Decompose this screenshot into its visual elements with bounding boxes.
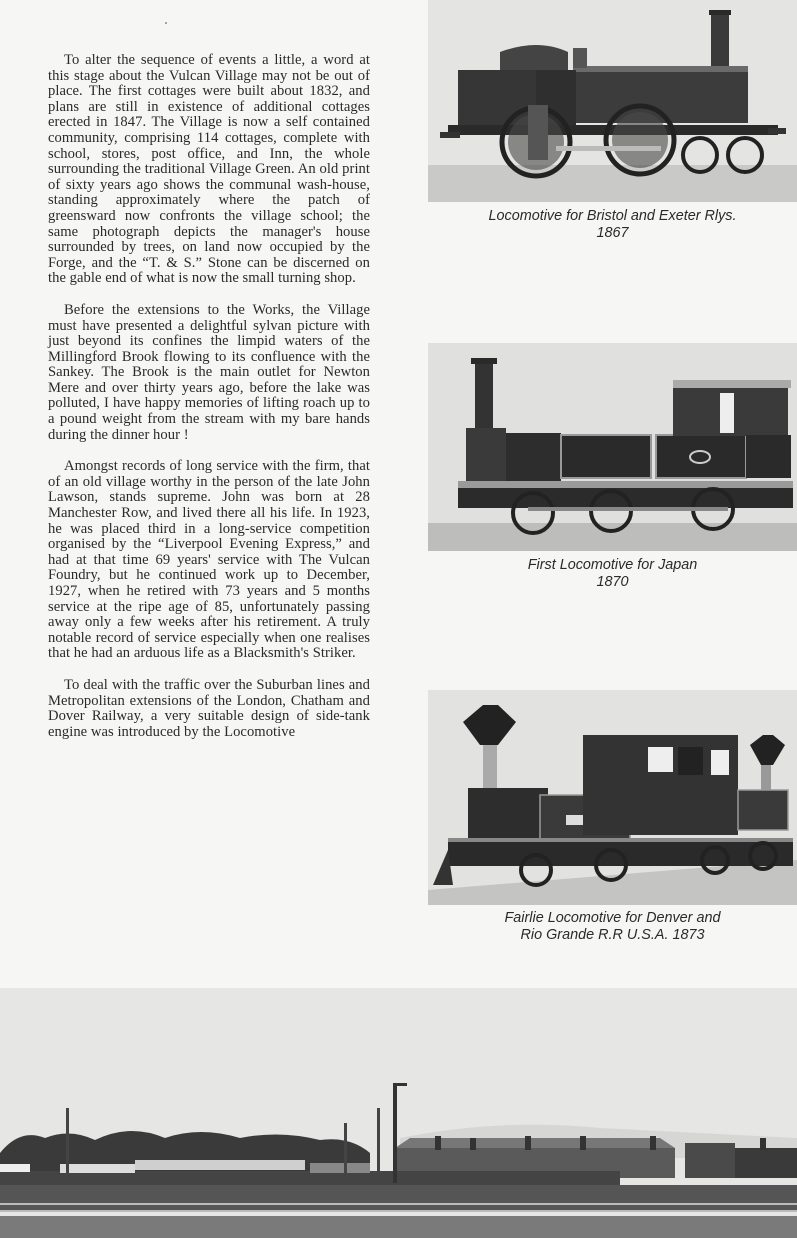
photo-works-panorama xyxy=(0,988,797,1238)
caption-title: Locomotive for Bristol and Exeter Rlys. xyxy=(488,208,737,224)
caption-year: 1870 xyxy=(596,573,629,590)
caption-year: 1867 xyxy=(596,224,629,241)
caption-subtitle: Rio Grande R.R U.S.A. 1873 xyxy=(520,926,705,943)
caption-title: First Locomotive for Japan xyxy=(527,557,698,573)
caption-fairlie xyxy=(428,910,797,943)
article-text-column xyxy=(48,53,370,756)
paragraph-vulcan-village: To alter the sequence of events a little, a word at this stage about the Vulcan Village may not be out of place. The first cottages were built about 1832, and plans are still in existence of additional cottages erected in 1847. The Village is now a self contained community, comprising 114 cottages, complete with school, stores, post office, and Inn, the whole surrounding the traditional Village Green. An old print of sixty years ago shows the communal wash-house, standing approximately where the patch of greensward now confronts the village school; the same photograph depicts the manager's house surrounded by trees, on land now occupied by the Forge, and the “T. & S.” Stone can be discerned on the gable end of what is now the small turning shop. xyxy=(48,52,370,287)
caption-japan xyxy=(428,557,797,590)
photo-bristol-exeter-locomotive xyxy=(428,0,797,202)
paragraph-millingford-brook: Before the extensions to the Works, the Village must have presented a delightful sylvan picture with just beyond its confines the limpid waters of the Millingford Brook flowing to its confluence with the Sankey. The Brook is the main outlet for Newton Mere and over thirty years ago, before the lake was polluted, I have happy memories of lifting roach up to a pound weight from the stream with my bare hands during the dinner hour ! xyxy=(48,301,370,443)
caption-title: Fairlie Locomotive for Denver and xyxy=(504,910,721,926)
photo-first-locomotive-japan xyxy=(428,343,797,551)
print-speck xyxy=(165,22,167,24)
paragraph-john-lawson: Amongst records of long service with the firm, that of an old village worthy in the person of the late John Lawson, stands supreme. John was born at 28 Manchester Row, and lived there all his life. In 1923, he was placed third in a long-service competition organised by the “Liverpool Evening Express,” and had at that time 69 years' service with The Vulcan Foundry, but he continued work up to December, 1927, when he retired with 73 years and 5 months service at the ripe age of 85, unfortunately passing away only a few weeks after his retirement. A truly notable record of service especially when one realises that he had an arduous life as a Blacksmith's Striker. xyxy=(48,458,370,662)
photo-fairlie-locomotive xyxy=(428,690,797,905)
caption-bristol-exeter xyxy=(428,208,797,241)
paragraph-side-tank-engine: To deal with the traffic over the Suburban lines and Metropolitan extensions of the London, Chatham and Dover Railway, a very suitable design of side-tank engine was introduced by the Locomotive xyxy=(48,676,370,740)
